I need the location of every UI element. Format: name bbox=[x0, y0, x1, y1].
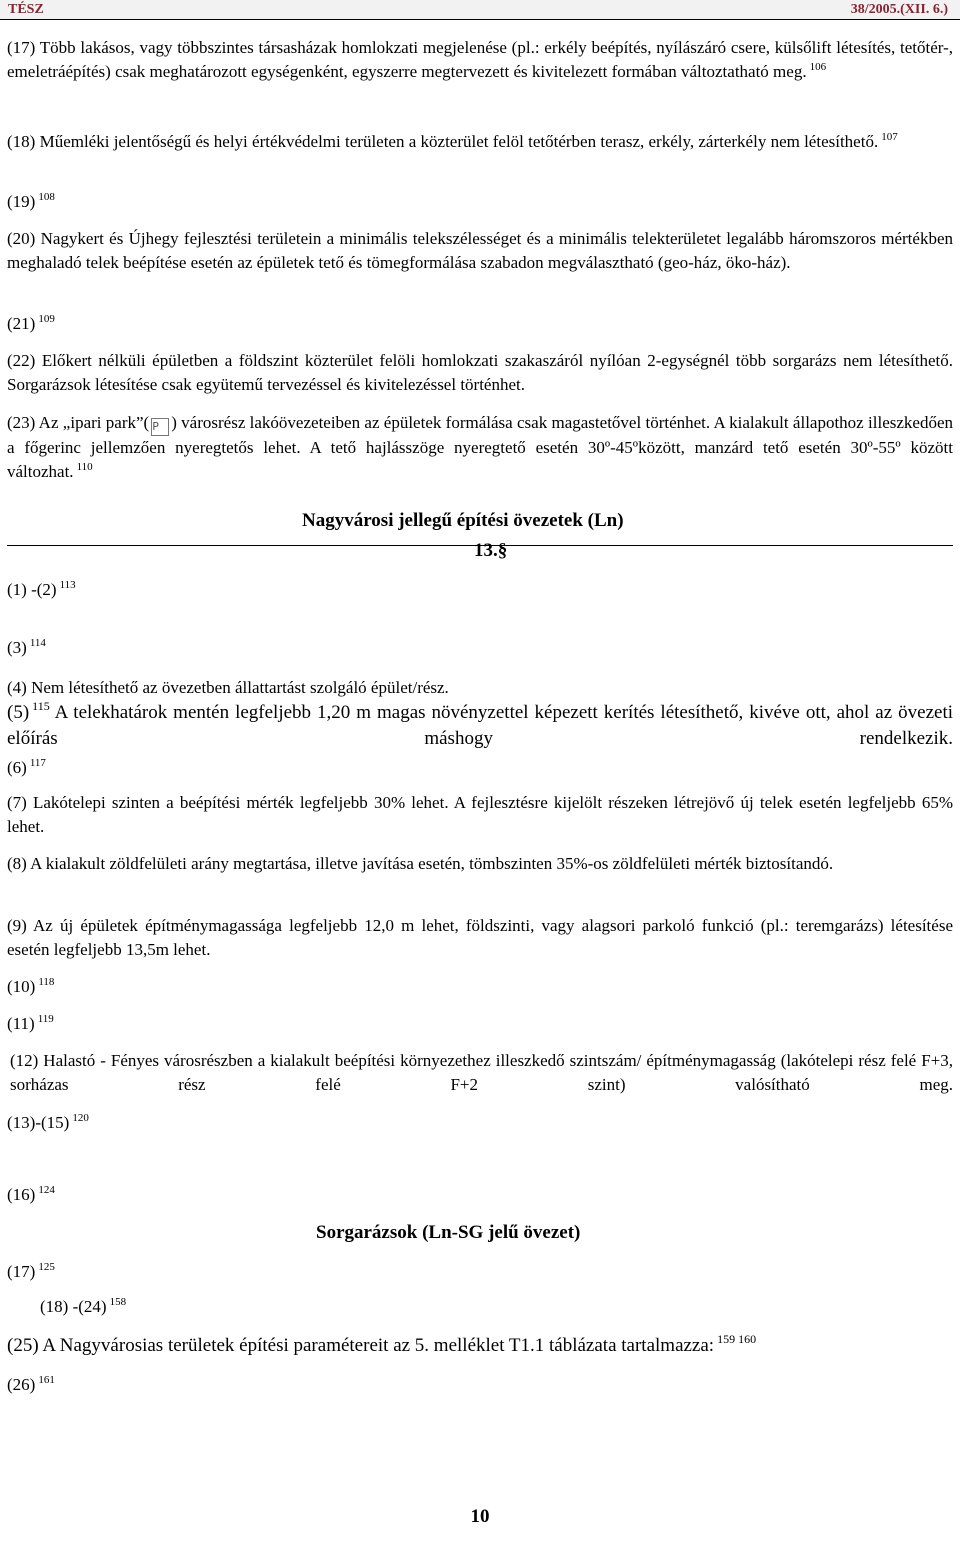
item-8: (8) A kialakult zöldfelületi arány megtartása, illetve javítása esetén, tömbszinten 35%-os zöldfelületi mérték biztosítandó. bbox=[7, 854, 834, 873]
section-number: 13.§ bbox=[474, 540, 508, 561]
item-25: (25) A Nagyvárosias területek építési paramétereit az 5. melléklet T1.1 táblázata tartalmazza: $^{159}$ $^{160}$ bbox=[7, 1332, 757, 1356]
item-18-24: (18) -(24) $^{158}$ bbox=[40, 1296, 127, 1316]
footnote-ref[interactable]: 160 bbox=[738, 1332, 757, 1346]
footnote-ref[interactable]: 125 bbox=[38, 1261, 55, 1273]
item-26: (26) $^{161}$ bbox=[7, 1374, 55, 1394]
footnote-ref[interactable]: 118 bbox=[38, 976, 55, 988]
paragraph-23: (23) Az „ipari park”( P ) városrész lakóövezeteiben az épületek formálása csak magastetővel történhet. A kialakult állapothoz illeszkedően a főgerinc jellemzően nyeregtetős lehet. A tető hajlásszöge nyeregtető esetén 30º-45ºközött, manzárd tető esetén 30º-55º között változhat. $^{110}$ bbox=[7, 413, 953, 481]
paragraph-18: (18) Műemléki jelentőségű és helyi értékvédelmi területen a közterület felöl tetőtérben terasz, erkély, zárterkély nem létesíthető. $^{107}$ bbox=[7, 131, 898, 151]
item-7: (7) Lakótelepi szinten a beépítési mérték legfeljebb 30% lehet. A fejlesztésre kijelölt részeken létrejövő új telek esetén legfeljebb 65% lehet. bbox=[7, 793, 953, 836]
item-3: (3) $^{114}$ bbox=[7, 637, 46, 657]
paragraph-19: (19) $^{108}$ bbox=[7, 191, 55, 211]
footnote-ref[interactable]: 120 bbox=[72, 1112, 89, 1124]
paragraph-20: (20) Nagykert és Újhegy fejlesztési területein a minimális telekszélességet és a minimális telekterületet legalább háromszoros mértékben meghaladó telek beépítése esetén az épületek tető és tömegformálása szabadon megválasztható (geo-ház, öko-ház). bbox=[7, 229, 953, 272]
paragraph-17: (17) Több lakásos, vagy többszintes társasházak homlokzati megjelenése (pl.: erkély beépítés, nyílászáró csere, külsőlift létesítés, tetőtér-, emeletráépítés) csak meghatározott egységenként, egyszerre megtervezett és kivitelezett formában változtatható meg. $^{106}$ bbox=[7, 38, 953, 81]
item-10: (10) $^{118}$ bbox=[7, 976, 55, 996]
section-title-sg: Sorgarázsok (Ln-SG jelű övezet) bbox=[316, 1222, 581, 1243]
footnote-ref[interactable]: 108 bbox=[38, 191, 55, 203]
footnote-ref[interactable]: 124 bbox=[38, 1184, 55, 1196]
item-1-2: (1) -(2) $^{113}$ bbox=[7, 579, 76, 599]
header-reference: 38/2005.(XII. 6.) bbox=[850, 2, 948, 17]
item-9: (9) Az új épületek építménymagassága legfeljebb 12,0 m lehet, földszinti, vagy alagsori parkoló funkció (pl.: teremgarázs) létesítése esetén legfeljebb 13,5m lehet. bbox=[7, 916, 953, 959]
footnote-ref[interactable]: 107 bbox=[881, 131, 898, 143]
footnote-ref[interactable]: 113 bbox=[59, 579, 76, 591]
paragraph-21: (21) $^{109}$ bbox=[7, 313, 55, 333]
footnote-ref[interactable]: 161 bbox=[38, 1374, 55, 1386]
paragraph-22: (22) Előkert nélküli épületben a földszint közterület felöli homlokzati szakaszáról nyílóan 2-egységnél több sorgarázs nem létesíthető. Sorgarázsok létesítése csak együtemű tervezéssel és kivitelezéssel történhet. bbox=[7, 351, 953, 394]
footnote-ref[interactable]: 115 bbox=[32, 699, 50, 713]
item-16: (16) $^{124}$ bbox=[7, 1184, 55, 1204]
page-header bbox=[0, 0, 960, 20]
section-divider bbox=[7, 545, 953, 546]
item-13-15: (13)-(15) $^{120}$ bbox=[7, 1112, 89, 1132]
footnote-ref[interactable]: 158 bbox=[109, 1296, 127, 1308]
footnote-ref[interactable]: 114 bbox=[29, 637, 46, 649]
parking-p-icon: P bbox=[151, 418, 169, 436]
section-title-ln: Nagyvárosi jellegű építési övezetek (Ln) bbox=[302, 510, 624, 531]
item-11: (11) $^{119}$ bbox=[7, 1013, 54, 1033]
section-symbol: § bbox=[497, 540, 508, 561]
item-12: (12) Halastó - Fényes városrészben a kialakult beépítési környezethez illeszkedő szintszám/ építménymagasság (lakótelepi rész felé F+3, sorházas rész felé F+2 szint) valósítható meg. bbox=[10, 1051, 953, 1094]
item-4: (4) Nem létesíthető az övezetben állattartást szolgáló épület/rész. bbox=[7, 678, 449, 697]
item-17: (17) $^{125}$ bbox=[7, 1261, 55, 1281]
footnote-ref[interactable]: 106 bbox=[809, 61, 827, 73]
item-5: (5) $^{115}$ A telekhatárok mentén legfeljebb 1,20 m magas növényzettel képezett kerítés létesíthető, kivéve ott, ahol az övezeti előírás máshogy rendelkezik. bbox=[7, 699, 953, 749]
footnote-ref[interactable]: 117 bbox=[29, 757, 46, 769]
header-title: TÉSZ bbox=[8, 2, 44, 17]
footnote-ref[interactable]: 110 bbox=[76, 461, 93, 473]
footnote-ref[interactable]: 109 bbox=[38, 313, 55, 325]
footnote-ref[interactable]: 159 bbox=[717, 1332, 736, 1346]
item-6: (6) $^{117}$ bbox=[7, 757, 46, 777]
page-number: 10 bbox=[470, 1506, 490, 1527]
footnote-ref[interactable]: 119 bbox=[37, 1013, 54, 1025]
